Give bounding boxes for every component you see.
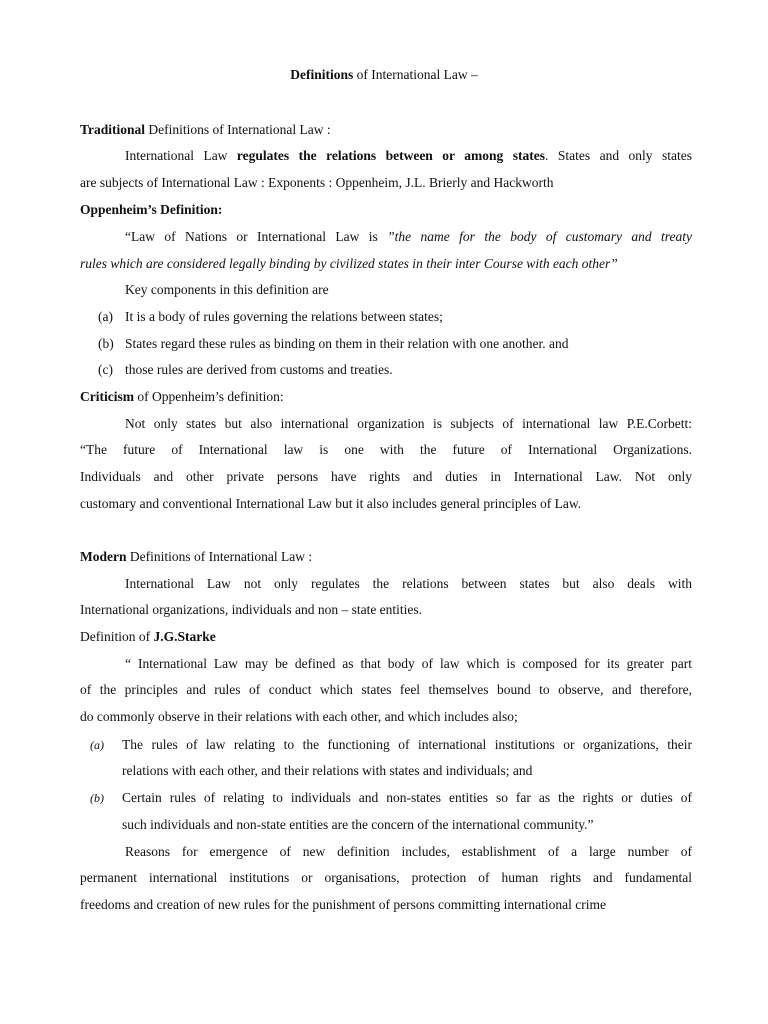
starke-heading [80,628,692,646]
modern-line-2: International organizations, individuals and non – state entities. [80,602,423,617]
starke-heading-a: Definition of [80,629,154,644]
starke-item-b-line-2: such individuals and non-state entities are the concern of the international community.” [122,817,594,832]
reasons-line-3: freedoms and creation of new rules for the punishment of persons committing international crime [80,897,606,912]
starke-item-a-line-1: The rules of law relating to the functioning of international institutions or organizations, their [122,737,692,752]
starke-marker-b: (b) [90,791,104,805]
oppenheim-quote-italic-1: ”the name for the body of customary and treaty [387,229,692,244]
starke-marker-a: (a) [90,738,104,752]
starke-quote-line-1: “ International Law may be defined as that body of law which is composed for its greater part [125,656,692,671]
traditional-para-line-1 [125,147,692,165]
oppenheim-quote-a: “Law of Nations or International Law is [125,229,388,244]
traditional-p1-bold: regulates the relations between or among states [236,148,545,163]
traditional-heading [80,121,692,139]
list-marker-a: (a) [98,309,113,324]
criticism-line-1: Not only states but also international organization is subjects of international law P.E.Corbett: [125,416,692,431]
starke-quote-line-3: do commonly observe in their relations with each other, and which includes also; [80,709,518,724]
key-components-intro: Key components in this definition are [125,282,329,297]
oppenheim-heading-text: Oppenheim’s Definition: [80,202,223,217]
oppenheim-quote-line-1 [125,228,692,246]
list-item-a: It is a body of rules governing the relations between states; [125,309,443,324]
title-rest: of International Law – [353,67,478,82]
criticism-line-3: Individuals and other private persons have rights and duties in International Law. Not only [80,469,692,484]
traditional-p1-a: International Law [125,148,237,163]
title-bold: Definitions [290,67,354,82]
criticism-heading-bold: Criticism [80,389,134,404]
document-title [0,66,768,84]
criticism-heading-rest: of Oppenheim’s definition: [133,389,284,404]
oppenheim-quote-line-2 [80,255,692,273]
modern-heading [80,548,692,566]
traditional-para-line-2: are subjects of International Law : Exponents : Oppenheim, J.L. Brierly and Hackworth [80,175,554,190]
list-item-c: those rules are derived from customs and treaties. [125,362,393,377]
list-item-b: States regard these rules as binding on them in their relation with one another. and [125,336,569,351]
starke-item-a-line-2: relations with each other, and their relations with states and individuals; and [122,763,533,778]
starke-quote-line-2: of the principles and rules of conduct which states feel themselves bound to observe, and therefore, [80,682,692,697]
list-marker-c: (c) [98,362,113,377]
modern-line-1: International Law not only regulates the relations between states but also deals with [125,576,692,591]
criticism-heading [80,388,692,406]
traditional-heading-rest: Definitions of International Law : [145,122,331,137]
modern-heading-rest: Definitions of International Law : [126,549,313,564]
oppenheim-heading [80,201,692,219]
modern-heading-bold: Modern [80,549,127,564]
criticism-line-2: “The future of International law is one with the future of International Organizations. [80,442,692,457]
list-marker-b: (b) [98,336,114,351]
starke-heading-bold: J.G.Starke [153,629,216,644]
reasons-line-2: permanent international institutions or organisations, protection of human rights and fundamental [80,870,692,885]
reasons-line-1: Reasons for emergence of new definition includes, establishment of a large number of [125,844,692,859]
traditional-p1-b: . States and only states [545,148,693,163]
oppenheim-quote-italic-2: rules which are considered legally binding by civilized states in their inter Course with each other” [80,256,618,271]
traditional-heading-bold: Traditional [80,122,146,137]
criticism-line-4: customary and conventional International Law but it also includes general principles of Law. [80,496,582,511]
starke-item-b-line-1: Certain rules of relating to individuals and non-states entities so far as the rights or duties of [122,790,692,805]
